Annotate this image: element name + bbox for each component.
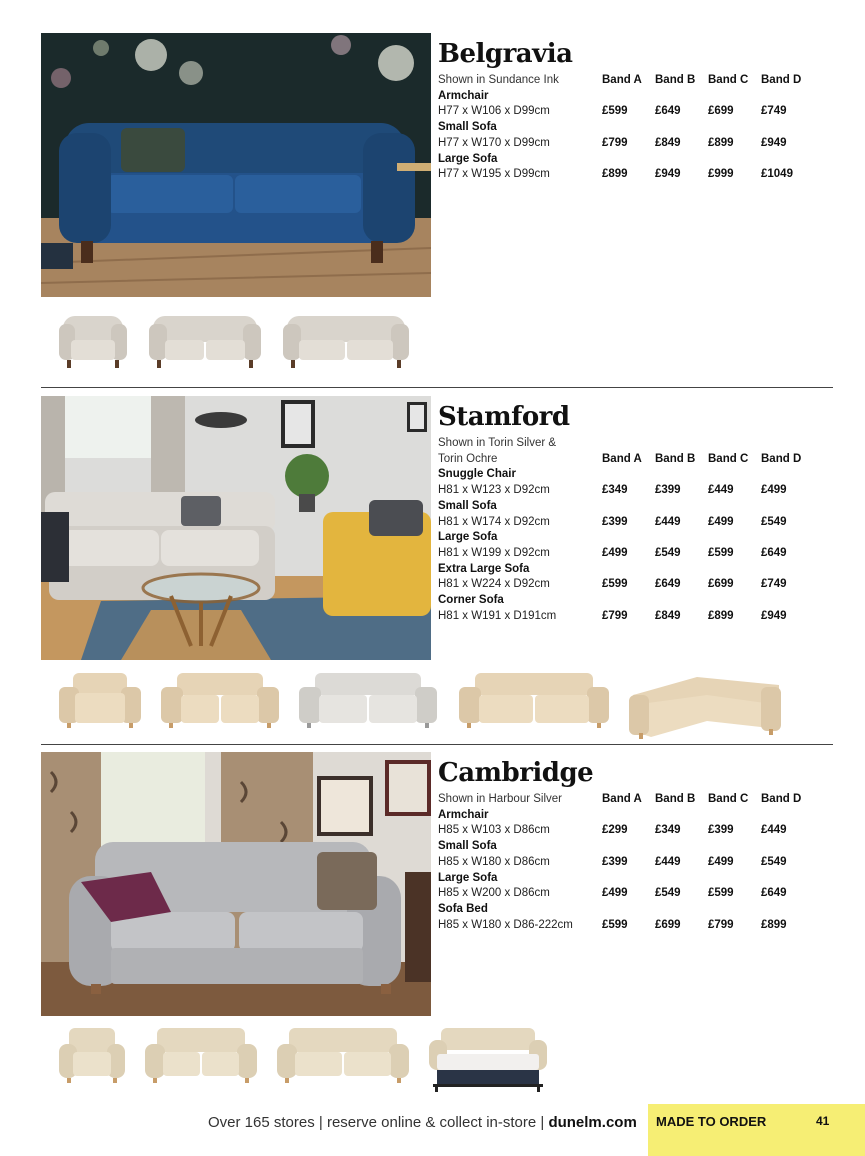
price: £949 — [655, 168, 681, 181]
product-title: Belgravia — [438, 39, 573, 69]
item-name: Snuggle Chair — [438, 468, 516, 481]
price: £899 — [708, 136, 734, 149]
price: £549 — [761, 855, 787, 868]
price: £649 — [655, 105, 681, 118]
price: £1049 — [761, 168, 793, 181]
product-title: Stamford — [438, 402, 570, 432]
shown-in-label: Shown in Harbour Silver — [438, 793, 563, 805]
band-header: Band A — [602, 452, 642, 465]
price: £549 — [761, 515, 787, 528]
price-table — [438, 436, 818, 624]
stamford-hero-image — [41, 396, 431, 660]
price: £749 — [761, 105, 787, 118]
price: £499 — [602, 887, 628, 900]
band-header: Band B — [655, 452, 696, 465]
price: £849 — [655, 609, 681, 622]
table-row — [438, 530, 818, 561]
item-name: Corner Sofa — [438, 594, 504, 607]
price: £599 — [602, 918, 628, 931]
sofa-bed-thumbnail — [427, 1026, 549, 1092]
price-table-header — [438, 792, 818, 808]
band-header: Band D — [761, 74, 802, 86]
price: £399 — [655, 484, 681, 497]
belgravia-hero-image — [41, 33, 431, 297]
item-name: Large Sofa — [438, 871, 498, 884]
table-row — [438, 89, 818, 120]
price: £399 — [602, 855, 628, 868]
band-header: Band A — [602, 74, 642, 86]
badge-label: MADE TO ORDER — [656, 1114, 767, 1129]
item-dimensions: H85 x W103 x D86cm — [438, 824, 550, 837]
price: £949 — [761, 609, 787, 622]
price: £899 — [761, 918, 787, 931]
band-header: Band C — [708, 74, 749, 86]
price: £449 — [655, 855, 681, 868]
stamford-info — [438, 402, 818, 624]
armchair-thumbnail — [57, 1026, 127, 1084]
table-row — [438, 467, 818, 498]
item-dimensions: H77 x W170 x D99cm — [438, 136, 550, 149]
band-header: Band B — [655, 74, 696, 86]
extra-large-sofa-thumbnail — [457, 671, 611, 729]
price: £849 — [655, 136, 681, 149]
cambridge-info — [438, 758, 818, 933]
price: £299 — [602, 824, 628, 837]
cambridge-thumbnails — [41, 1022, 561, 1096]
belgravia-thumbnails — [41, 312, 441, 382]
price: £649 — [761, 887, 787, 900]
item-dimensions: H81 x W174 x D92cm — [438, 515, 550, 528]
item-name: Extra Large Sofa — [438, 562, 530, 575]
price: £499 — [708, 855, 734, 868]
price: £499 — [761, 484, 787, 497]
armchair-thumbnail — [57, 312, 129, 372]
price: £749 — [761, 578, 787, 591]
band-header: Band C — [708, 452, 749, 465]
table-row — [438, 499, 818, 530]
band-header: Band D — [761, 452, 802, 465]
price: £549 — [655, 546, 681, 559]
small-sofa-thumbnail — [159, 671, 281, 729]
item-name: Armchair — [438, 89, 489, 102]
belgravia-info — [438, 39, 818, 183]
table-row — [438, 120, 818, 151]
price: £349 — [655, 824, 681, 837]
price: £399 — [602, 515, 628, 528]
price-table — [438, 73, 818, 183]
section-divider — [41, 744, 833, 745]
price: £549 — [655, 887, 681, 900]
item-name: Large Sofa — [438, 152, 498, 165]
table-row — [438, 593, 818, 624]
price: £599 — [602, 105, 628, 118]
large-sofa-thumbnail — [275, 1026, 411, 1084]
price: £699 — [708, 105, 734, 118]
price: £799 — [602, 609, 628, 622]
item-dimensions: H77 x W106 x D99cm — [438, 105, 550, 118]
price: £449 — [761, 824, 787, 837]
price: £649 — [655, 578, 681, 591]
item-dimensions: H81 x W224 x D92cm — [438, 578, 550, 591]
item-name: Small Sofa — [438, 499, 497, 512]
price: £999 — [708, 168, 734, 181]
price: £799 — [708, 918, 734, 931]
item-dimensions: H81 x W123 x D92cm — [438, 484, 550, 497]
footer-website-link[interactable]: dunelm.com — [548, 1114, 637, 1131]
table-row — [438, 871, 818, 902]
item-name: Sofa Bed — [438, 902, 488, 915]
footer-tagline: Over 165 stores | reserve online & collect in-store | — [208, 1114, 549, 1131]
price-table — [438, 792, 818, 933]
price: £599 — [708, 887, 734, 900]
band-header: Band A — [602, 793, 642, 805]
band-header: Band C — [708, 793, 749, 805]
price: £449 — [708, 484, 734, 497]
snuggle-chair-thumbnail — [57, 671, 143, 729]
item-name: Armchair — [438, 808, 489, 821]
price: £699 — [655, 918, 681, 931]
price: £499 — [708, 515, 734, 528]
shown-in-label: Shown in Torin Silver & Torin Ochre — [438, 437, 557, 465]
cambridge-hero-image — [41, 752, 431, 1016]
price: £799 — [602, 136, 628, 149]
made-to-order-badge — [648, 1104, 865, 1156]
item-name: Small Sofa — [438, 840, 497, 853]
item-dimensions: H81 x W191 x D191cm — [438, 609, 557, 622]
price-table-header — [438, 73, 818, 89]
stamford-thumbnails — [41, 665, 801, 741]
item-dimensions: H85 x W200 x D86cm — [438, 887, 550, 900]
price: £899 — [602, 168, 628, 181]
price: £649 — [761, 546, 787, 559]
item-dimensions: H81 x W199 x D92cm — [438, 546, 550, 559]
price: £949 — [761, 136, 787, 149]
band-header: Band B — [655, 793, 696, 805]
price: £599 — [708, 546, 734, 559]
large-sofa-thumbnail — [281, 312, 411, 372]
page-number: 41 — [816, 1114, 830, 1128]
item-dimensions: H77 x W195 x D99cm — [438, 168, 550, 181]
large-sofa-thumbnail — [297, 671, 439, 729]
price: £699 — [708, 578, 734, 591]
small-sofa-thumbnail — [147, 312, 263, 372]
table-row — [438, 839, 818, 870]
section-divider — [41, 387, 833, 388]
price: £449 — [655, 515, 681, 528]
price: £499 — [602, 546, 628, 559]
table-row — [438, 562, 818, 593]
price: £349 — [602, 484, 628, 497]
shown-in-label: Shown in Sundance Ink — [438, 74, 559, 86]
price: £599 — [602, 578, 628, 591]
price: £399 — [708, 824, 734, 837]
footer-text — [208, 1114, 637, 1131]
table-row — [438, 808, 818, 839]
product-title: Cambridge — [438, 758, 594, 788]
corner-sofa-thumbnail — [627, 665, 783, 741]
item-dimensions: H85 x W180 x D86cm — [438, 855, 550, 868]
item-dimensions: H85 x W180 x D86-222cm — [438, 918, 573, 931]
item-name: Small Sofa — [438, 121, 497, 134]
small-sofa-thumbnail — [143, 1026, 259, 1084]
price-table-header — [438, 436, 818, 467]
price: £899 — [708, 609, 734, 622]
table-row — [438, 152, 818, 183]
item-name: Large Sofa — [438, 531, 498, 544]
table-row — [438, 902, 818, 933]
band-header: Band D — [761, 793, 802, 805]
